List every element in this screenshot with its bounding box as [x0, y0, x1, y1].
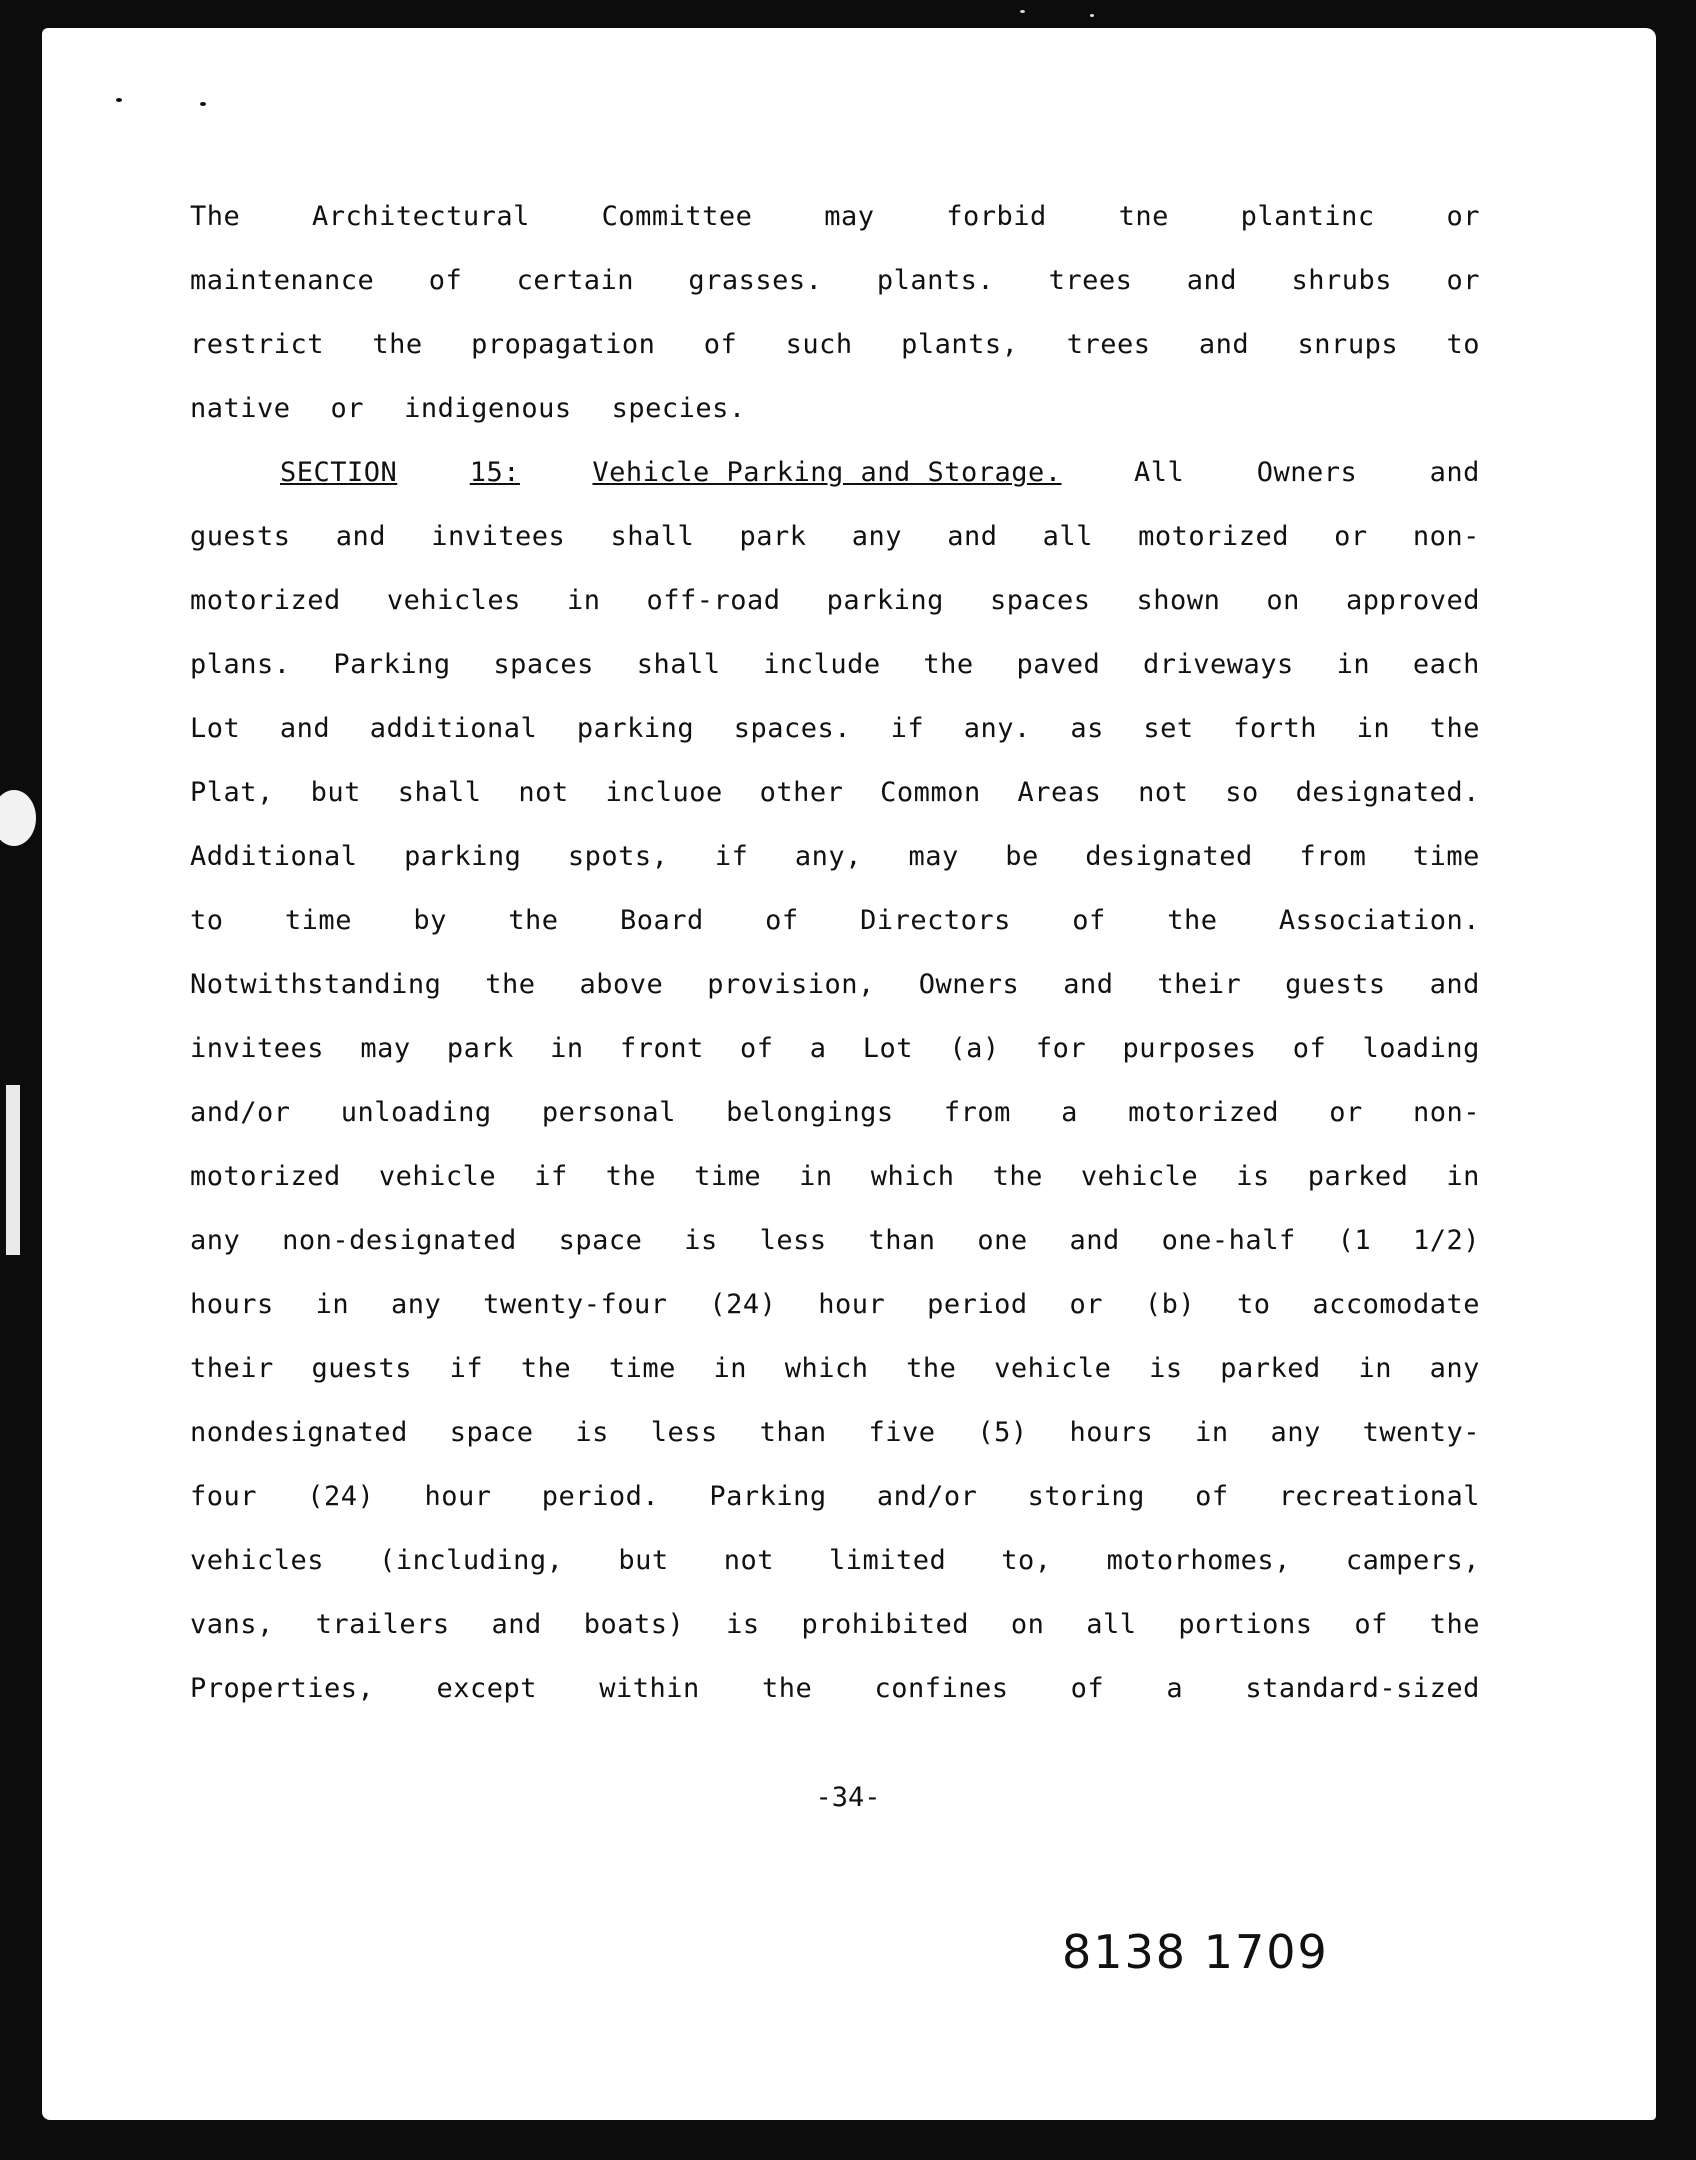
- word: motorized: [1128, 1097, 1279, 1128]
- word: designated.: [1295, 777, 1480, 808]
- word: five: [868, 1417, 936, 1448]
- scan-speck: [1020, 10, 1025, 13]
- word: the: [605, 1161, 657, 1192]
- word: twenty-: [1362, 1417, 1480, 1448]
- word: the: [520, 1353, 572, 1384]
- word: four: [190, 1481, 258, 1512]
- word: Lot: [862, 1033, 914, 1064]
- word: if: [534, 1161, 568, 1192]
- word: Common: [880, 777, 981, 808]
- word: to,: [1001, 1545, 1052, 1576]
- word: in: [1195, 1417, 1229, 1448]
- word: tne: [1118, 201, 1169, 232]
- word: (24): [307, 1481, 375, 1512]
- word: personal: [541, 1097, 676, 1128]
- word: space: [449, 1417, 534, 1448]
- text-line: [190, 889, 1480, 953]
- word: their: [190, 1353, 274, 1384]
- word: vehicle: [378, 1161, 497, 1192]
- word: and: [947, 521, 998, 552]
- text-line: [190, 633, 1480, 697]
- word: may: [908, 841, 959, 872]
- word: motorized: [190, 1161, 341, 1192]
- word: trees: [1066, 329, 1151, 360]
- word: Committee: [601, 201, 753, 232]
- word: Board: [619, 905, 704, 936]
- word: accomodate: [1312, 1289, 1480, 1320]
- word: of: [703, 329, 738, 360]
- word: the: [1167, 905, 1218, 936]
- word: vehicle: [1080, 1161, 1199, 1192]
- word: of: [1354, 1609, 1388, 1640]
- word: Lot: [190, 713, 241, 744]
- text-line: [190, 1529, 1480, 1593]
- text-line: [190, 313, 1480, 377]
- word: invitees: [431, 521, 566, 552]
- word: or: [1446, 201, 1480, 232]
- word: Directors: [860, 905, 1011, 936]
- word: on: [1010, 1609, 1045, 1640]
- word: set: [1143, 713, 1194, 744]
- word: if: [449, 1353, 484, 1384]
- word: than: [868, 1225, 936, 1256]
- word: less: [759, 1225, 827, 1256]
- word: certain: [516, 265, 634, 296]
- word: all: [1042, 521, 1093, 552]
- word: any: [190, 1225, 241, 1256]
- word: snrups: [1297, 329, 1399, 360]
- word: spots,: [567, 841, 669, 872]
- word: Architectural: [312, 201, 530, 232]
- word: parked: [1307, 1161, 1409, 1192]
- word: plants,: [901, 329, 1019, 360]
- word: (1: [1337, 1225, 1372, 1256]
- word: All: [1134, 457, 1185, 488]
- word: is: [726, 1609, 760, 1640]
- word: hours: [190, 1289, 274, 1320]
- word: approved: [1345, 585, 1480, 616]
- text-line: [190, 505, 1480, 569]
- word: which: [784, 1353, 869, 1384]
- word: is: [684, 1225, 718, 1256]
- word: motorized: [1138, 521, 1289, 552]
- word: period: [927, 1289, 1028, 1320]
- word: portions: [1178, 1609, 1313, 1640]
- word: off-road: [646, 585, 781, 616]
- word: Properties,: [190, 1673, 375, 1704]
- word: prohibited: [801, 1609, 970, 1640]
- word: and: [491, 1609, 542, 1640]
- page-number: -34-: [815, 1782, 881, 1813]
- word: in: [1356, 713, 1391, 744]
- text-line: [190, 1209, 1480, 1273]
- word: campers,: [1345, 1545, 1480, 1576]
- word: non-: [1412, 1097, 1480, 1128]
- word: Owners: [1256, 457, 1358, 488]
- word: forbid: [946, 201, 1047, 232]
- word: to: [1237, 1289, 1271, 1320]
- word: vehicles: [386, 585, 521, 616]
- text-line: [190, 1081, 1480, 1145]
- word: (24): [709, 1289, 777, 1320]
- word: driveways: [1143, 649, 1294, 680]
- word: in: [713, 1353, 748, 1384]
- word: but: [618, 1545, 669, 1576]
- word: parked: [1220, 1353, 1321, 1384]
- word: and: [1069, 1225, 1120, 1256]
- word: other: [759, 777, 844, 808]
- word: in: [566, 585, 601, 616]
- word: Owners: [918, 969, 1020, 1000]
- word: the: [906, 1353, 957, 1384]
- word: purposes: [1122, 1033, 1257, 1064]
- word: and: [1429, 457, 1480, 488]
- word: each: [1412, 649, 1480, 680]
- word: a: [809, 1033, 827, 1064]
- word: non-designated: [282, 1225, 517, 1256]
- word: and/or: [190, 1097, 291, 1128]
- word: hour: [424, 1481, 492, 1512]
- word: time: [1412, 841, 1480, 872]
- word: may: [824, 201, 875, 232]
- word: trailers: [315, 1609, 450, 1640]
- word: maintenance: [190, 265, 375, 296]
- paragraph-architectural-committee: [190, 185, 1480, 441]
- word: provision,: [707, 969, 875, 1000]
- word: recreational: [1278, 1481, 1480, 1512]
- word: may: [360, 1033, 411, 1064]
- text-line: [190, 1145, 1480, 1209]
- text-line: [190, 249, 1480, 313]
- word: The: [190, 201, 241, 232]
- text-line: [190, 953, 1480, 1017]
- word: incluoe: [605, 777, 723, 808]
- word: park: [446, 1033, 514, 1064]
- word: in: [1358, 1353, 1392, 1384]
- text-line: [190, 1401, 1480, 1465]
- word: the: [485, 969, 536, 1000]
- word: to: [190, 905, 224, 936]
- word: in: [550, 1033, 584, 1064]
- word: not: [518, 777, 569, 808]
- text-line: [190, 1593, 1480, 1657]
- word: but: [310, 777, 361, 808]
- word: vans,: [190, 1609, 274, 1640]
- scan-speck: [200, 102, 206, 106]
- text-line: [190, 185, 1480, 249]
- word: grasses.: [688, 265, 823, 296]
- word: restrict: [190, 329, 325, 360]
- text-line: [190, 761, 1480, 825]
- word: a: [1061, 1097, 1078, 1128]
- section-number: 15:: [469, 457, 520, 488]
- word: designated: [1085, 841, 1253, 872]
- document-code: 8138 1709: [1062, 1925, 1329, 1979]
- scan-speck: [116, 98, 122, 102]
- word: time: [694, 1161, 762, 1192]
- word: spaces: [493, 649, 594, 680]
- text-line: [190, 1465, 1480, 1529]
- word: native: [190, 393, 291, 424]
- word: any,: [794, 841, 862, 872]
- word: vehicle: [994, 1353, 1112, 1384]
- word: from: [1299, 841, 1367, 872]
- word: motorized: [190, 585, 341, 616]
- word: the: [372, 329, 423, 360]
- word: so: [1225, 777, 1259, 808]
- word: twenty-four: [483, 1289, 668, 1320]
- word: species.: [611, 393, 746, 424]
- word: be: [1005, 841, 1039, 872]
- word: or: [1334, 521, 1368, 552]
- text-line: [190, 697, 1480, 761]
- word: in: [315, 1289, 350, 1320]
- word: the: [923, 649, 974, 680]
- word: shall: [610, 521, 695, 552]
- word: front: [619, 1033, 704, 1064]
- word: parking: [826, 585, 944, 616]
- word: is: [1236, 1161, 1270, 1192]
- word: hour: [818, 1289, 886, 1320]
- word: Notwithstanding: [190, 969, 442, 1000]
- word: and: [1186, 265, 1238, 296]
- text-line: [190, 1273, 1480, 1337]
- word: less: [650, 1417, 718, 1448]
- word: and: [1198, 329, 1250, 360]
- word: parking: [576, 713, 695, 744]
- word: shall: [636, 649, 721, 680]
- word: plantinc: [1240, 201, 1375, 232]
- word: guests: [190, 521, 291, 552]
- word: indigenous: [404, 393, 572, 424]
- word: the: [508, 905, 559, 936]
- word: additional: [369, 713, 538, 744]
- word: belongings: [726, 1097, 894, 1128]
- word: (b): [1144, 1289, 1196, 1320]
- word: Association.: [1278, 905, 1480, 936]
- word: and: [335, 521, 387, 552]
- word: of: [739, 1033, 774, 1064]
- word: of: [1070, 1673, 1105, 1704]
- word: if: [714, 841, 749, 872]
- word: for: [1035, 1033, 1087, 1064]
- word: invitees: [190, 1033, 325, 1064]
- word: (a): [949, 1033, 1000, 1064]
- word: as: [1070, 713, 1104, 744]
- word: loading: [1362, 1033, 1480, 1064]
- section-label: SECTION: [280, 457, 398, 488]
- text-line: [190, 1017, 1480, 1081]
- word: 1/2): [1412, 1225, 1480, 1256]
- word: or: [1329, 1097, 1363, 1128]
- word: shown: [1136, 585, 1221, 616]
- word: from: [943, 1097, 1011, 1128]
- word: is: [575, 1417, 609, 1448]
- word: all: [1086, 1609, 1137, 1640]
- word: of: [1292, 1033, 1327, 1064]
- word: not: [723, 1545, 774, 1576]
- word: their: [1157, 969, 1242, 1000]
- word: of: [765, 905, 799, 936]
- word: or: [1069, 1289, 1104, 1320]
- document-body: [190, 185, 1480, 1721]
- word: plants.: [876, 265, 995, 296]
- word: paved: [1016, 649, 1101, 680]
- text-line: [190, 825, 1480, 889]
- text-line: [190, 1337, 1480, 1401]
- text-line: [190, 377, 1480, 441]
- word: (5): [977, 1417, 1028, 1448]
- word: if: [890, 713, 925, 744]
- word: Additional: [190, 841, 358, 872]
- word: shrubs: [1291, 265, 1393, 296]
- word: Plat,: [190, 777, 274, 808]
- word: the: [1429, 713, 1480, 744]
- word: Parking: [333, 649, 451, 680]
- word: on: [1266, 585, 1300, 616]
- word: time: [284, 905, 352, 936]
- word: park: [739, 521, 807, 552]
- word: than: [759, 1417, 827, 1448]
- word: except: [436, 1673, 538, 1704]
- word: propagation: [471, 329, 656, 360]
- scan-blob: [0, 790, 36, 846]
- word: and: [1063, 969, 1114, 1000]
- word: (including,: [379, 1545, 564, 1576]
- word: boats): [583, 1609, 685, 1640]
- word: the: [1429, 1609, 1480, 1640]
- word: any: [851, 521, 902, 552]
- word: space: [558, 1225, 643, 1256]
- text-line: [190, 569, 1480, 633]
- section-heading-line: [190, 441, 1480, 505]
- word: spaces: [989, 585, 1091, 616]
- word: any: [391, 1289, 442, 1320]
- scan-edge-mark: [6, 1085, 20, 1255]
- word: is: [1149, 1353, 1183, 1384]
- word: standard-sized: [1245, 1673, 1480, 1704]
- word: the: [992, 1161, 1043, 1192]
- word: spaces.: [733, 713, 852, 744]
- word: any: [1429, 1353, 1480, 1384]
- word: in: [1446, 1161, 1480, 1192]
- word: guests: [1285, 969, 1386, 1000]
- word: in: [799, 1161, 833, 1192]
- word: of: [1072, 905, 1106, 936]
- scan-speck: [1090, 14, 1094, 17]
- word: not: [1138, 777, 1189, 808]
- word: vehicles: [190, 1545, 325, 1576]
- word: within: [599, 1673, 700, 1704]
- word: forth: [1233, 713, 1318, 744]
- word: and/or: [876, 1481, 978, 1512]
- word: shall: [397, 777, 482, 808]
- word: or: [1446, 265, 1480, 296]
- word: storing: [1027, 1481, 1145, 1512]
- word: by: [413, 905, 447, 936]
- word: nondesignated: [190, 1417, 408, 1448]
- word: trees: [1048, 265, 1133, 296]
- section-title: Vehicle Parking and Storage.: [592, 457, 1062, 488]
- word: of: [1195, 1481, 1229, 1512]
- word: which: [870, 1161, 955, 1192]
- word: time: [608, 1353, 676, 1384]
- word: in: [1336, 649, 1371, 680]
- word: confines: [874, 1673, 1009, 1704]
- word: period.: [541, 1481, 660, 1512]
- word: and: [279, 713, 331, 744]
- word: parking: [404, 841, 522, 872]
- word: include: [763, 649, 881, 680]
- word: or: [330, 393, 365, 424]
- word: unloading: [340, 1097, 492, 1128]
- word: hours: [1069, 1417, 1154, 1448]
- word: and: [1429, 969, 1480, 1000]
- word: guests: [311, 1353, 412, 1384]
- word: any.: [963, 713, 1031, 744]
- word: of: [428, 265, 463, 296]
- word: one: [977, 1225, 1028, 1256]
- word: one-half: [1161, 1225, 1296, 1256]
- word: non-: [1412, 521, 1480, 552]
- word: limited: [828, 1545, 947, 1576]
- word: Parking: [709, 1481, 827, 1512]
- word: such: [785, 329, 853, 360]
- word: above: [579, 969, 664, 1000]
- word: motorhomes,: [1106, 1545, 1291, 1576]
- section-15-vehicle-parking: [190, 441, 1480, 1721]
- text-line: [190, 1657, 1480, 1721]
- word: Areas: [1017, 777, 1102, 808]
- word: plans.: [190, 649, 291, 680]
- word: a: [1166, 1673, 1184, 1704]
- word: any: [1270, 1417, 1321, 1448]
- word: the: [761, 1673, 813, 1704]
- word: to: [1446, 329, 1480, 360]
